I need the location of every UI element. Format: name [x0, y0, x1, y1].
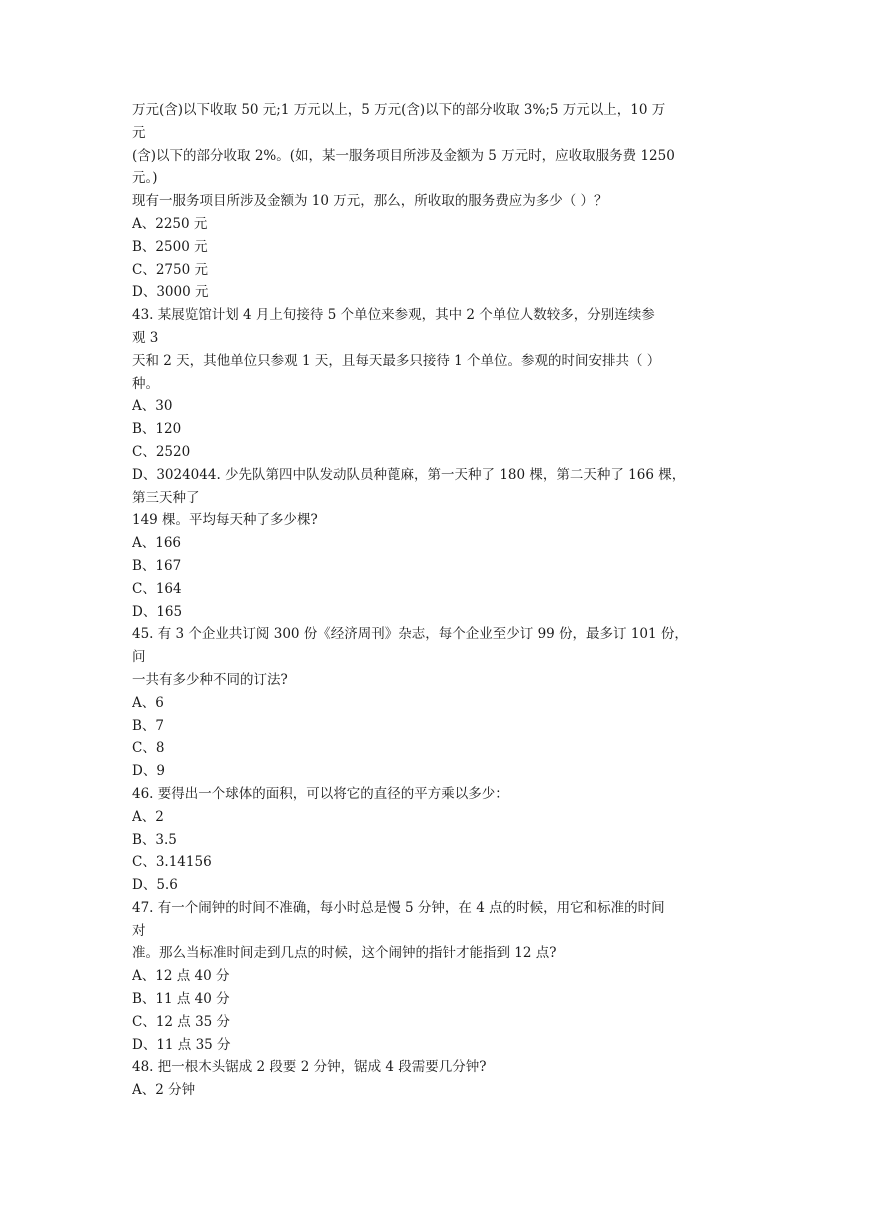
text-line: A、6	[132, 694, 164, 711]
text-line: 一共有多少种不同的订法?	[132, 671, 288, 688]
text-line: 现有一服务项目所涉及金额为 10 万元，那么，所收取的服务费应为多少（ ）？	[132, 193, 608, 210]
text-line: C、2750 元	[132, 261, 208, 278]
text-line: A、30	[132, 398, 173, 415]
text-line: 观 3	[132, 329, 159, 346]
text-line: B、120	[132, 421, 182, 438]
text-line: 45. 有 3 个企业共订阅 300 份《经济周刊》杂志，每个企业至少订 99 份，最多订 101 份，	[132, 626, 688, 643]
text-line: B、11 点 40 分	[132, 991, 230, 1008]
text-line: B、3.5	[132, 831, 177, 848]
text-line: 问	[132, 649, 146, 666]
text-line: D、3000 元	[132, 284, 209, 301]
text-line: C、164	[132, 580, 182, 597]
text-line: 48. 把一根木头锯成 2 段要 2 分钟，锯成 4 段需要几分钟?	[132, 1059, 487, 1076]
text-line: B、7	[132, 717, 165, 734]
text-line: 种。	[132, 375, 159, 392]
text-line: A、166	[132, 535, 182, 552]
text-line: D、165	[132, 603, 183, 620]
text-line: 46. 要得出一个球体的面积，可以将它的直径的平方乘以多少：	[132, 785, 509, 802]
text-line: B、2500 元	[132, 238, 208, 255]
text-line: 万元(含)以下收取 50 元;1 万元以上，5 万元(含)以下的部分收取 3%;5 万元以上，10 万	[132, 102, 666, 118]
document-text	[132, 99, 742, 1102]
text-line: C、8	[132, 740, 165, 757]
text-line: 元。)	[132, 170, 158, 187]
text-line: A、2250 元	[132, 215, 208, 232]
text-line: 47. 有一个闹钟的时间不准确，每小时总是慢 5 分钟，在 4 点的时候，用它和标准的时间	[132, 899, 665, 916]
text-line: 元	[132, 124, 146, 141]
text-line: D、9	[132, 763, 165, 780]
text-line: (含)以下的部分收取 2%。(如，某一服务项目所涉及金额为 5 万元时，应收取服务费 1250	[132, 147, 675, 164]
text-line: C、3.14156	[132, 854, 212, 871]
text-line: D、11 点 35 分	[132, 1036, 231, 1053]
text-line: 149 棵。平均每天种了多少棵?	[132, 512, 318, 529]
text-line: C、12 点 35 分	[132, 1013, 231, 1030]
text-line: 对	[132, 922, 146, 939]
text-line: C、2520	[132, 443, 191, 460]
text-line: A、2	[132, 808, 164, 825]
text-line: B、167	[132, 557, 182, 574]
text-line: D、3024044. 少先队第四中队发动队员种蓖麻，第一天种了 180 棵，第二天种了 166 棵，	[132, 466, 686, 483]
text-line: 准。那么当标准时间走到几点的时候，这个闹钟的指针才能指到 12 点?	[132, 945, 557, 962]
text-line: 43. 某展览馆计划 4 月上旬接待 5 个单位来参观，其中 2 个单位人数较多，分别连续参	[132, 307, 655, 324]
text-line: 天和 2 天，其他单位只参观 1 天，且每天最多只接待 1 个单位。参观的时间安排共（ ）	[132, 352, 661, 369]
text-line: A、2 分钟	[132, 1082, 196, 1099]
text-line: 第三天种了	[132, 489, 200, 506]
text-line: D、5.6	[132, 877, 178, 894]
text-line: A、12 点 40 分	[132, 968, 230, 985]
